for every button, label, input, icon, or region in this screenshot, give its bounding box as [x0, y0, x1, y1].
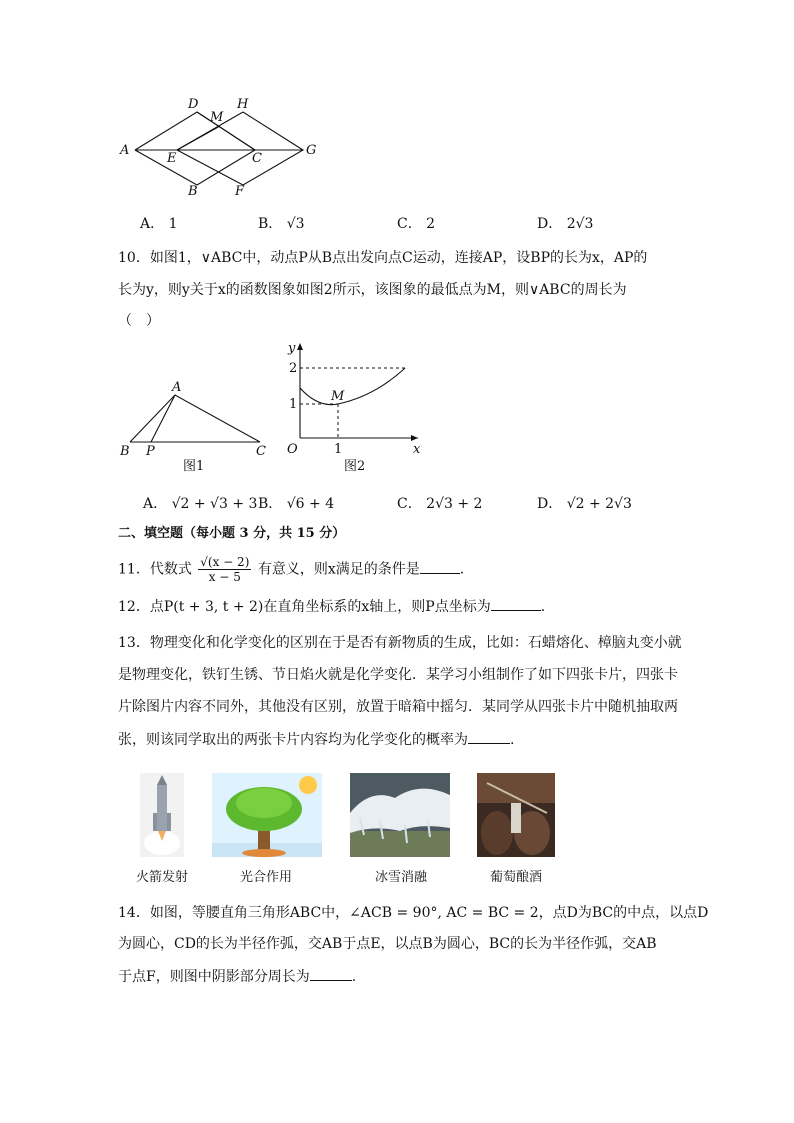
- q10-option-b: B． √6 + 4: [258, 496, 335, 512]
- q9-option-b: B． √3: [258, 216, 305, 232]
- q10-line-1: 10．如图1，∨ABC中，动点P从B点出发向点C运动，连接AP，设BP的长为x，AP的: [118, 250, 648, 266]
- card-caption-wine: 葡萄酿酒: [489, 870, 542, 885]
- q10-option-c: C． 2√3 + 2: [397, 496, 483, 512]
- q12-end: .: [540, 599, 546, 615]
- q11-fraction: [198, 555, 251, 584]
- q13-line-2: 是物理变化，铁钉生锈、节日焰火就是化学变化．某学习小组制作了如下四张卡片，四张卡: [118, 667, 678, 683]
- fig1-caption: 图1: [183, 459, 205, 474]
- q14-line-3-text: 于点F，则图中阴影部分周长为: [118, 969, 310, 985]
- fig2-label-M: M: [331, 389, 345, 404]
- card-ice-image: [350, 773, 450, 857]
- label-G: G: [306, 143, 317, 158]
- fig2-xtick-1: 1: [334, 442, 343, 457]
- q11-prefix: 11．代数式: [118, 561, 192, 578]
- fig2-axis-y: y: [288, 341, 296, 356]
- q14-line-3: [118, 966, 356, 987]
- label-H: H: [237, 97, 249, 112]
- card-rocket-image: [140, 773, 184, 857]
- q11-suffix: 有意义，则x满足的条件是: [257, 561, 420, 578]
- q13-line-4: [118, 729, 514, 750]
- fig2-tick-1: 1: [289, 397, 298, 412]
- section-2-heading: 二、填空题（每小题 3 分，共 15 分）: [118, 526, 346, 541]
- card-tree-image: [212, 773, 322, 857]
- q13-line-3: 片除图片内容不同外，其他没有区别，放置于暗箱中摇匀．某同学从四张卡片中随机抽取两: [118, 699, 678, 715]
- label-F: F: [235, 184, 245, 199]
- fig2-caption: 图2: [344, 459, 366, 474]
- q11: [118, 555, 464, 584]
- q10-option-a: A． √2 + √3 + 3: [143, 496, 258, 512]
- label-B: B: [188, 184, 198, 199]
- q10-option-d: D． √2 + 2√3: [537, 496, 632, 512]
- card-caption-rocket: 火箭发射: [135, 870, 188, 885]
- q10-figure-1: [115, 375, 280, 475]
- q11-denominator: x − 5: [208, 570, 241, 584]
- q9-option-c: C． 2: [397, 216, 436, 232]
- q11-end: .: [459, 561, 465, 578]
- q13-line-1: 13．物理变化和化学变化的区别在于是否有新物质的生成，比如：石蜡熔化、樟脑丸变小就: [118, 635, 682, 651]
- q9-figure: [115, 95, 325, 200]
- q12-text: 12．点P(t + 3, t + 2)在直角坐标系的x轴上，则P点坐标为: [118, 599, 491, 615]
- q10-figure-2: [280, 338, 425, 478]
- q13-line-4-text: 张，则该同学取出的两张卡片内容均为化学变化的概率为: [118, 732, 468, 748]
- q10-line-3: （ ）: [118, 313, 160, 329]
- q14-blank: [310, 966, 352, 981]
- fig1-label-A: A: [172, 380, 182, 395]
- q9-option-d: D． 2√3: [537, 216, 594, 232]
- q12-blank: [491, 596, 541, 611]
- fig1-label-B: B: [120, 444, 130, 459]
- q9-option-a: A． 1: [140, 216, 178, 232]
- q14-end: .: [351, 969, 357, 985]
- fig1-label-C: C: [256, 444, 266, 459]
- q12: [118, 596, 545, 617]
- q11-blank: [420, 559, 460, 574]
- card-caption-photosynthesis: 光合作用: [239, 870, 292, 885]
- label-A: A: [120, 143, 130, 158]
- label-E: E: [167, 151, 177, 166]
- card-caption-melting: 冰雪消融: [374, 870, 427, 885]
- card-wine-image: [477, 773, 555, 857]
- label-C: C: [252, 151, 262, 166]
- q13-end: .: [510, 732, 515, 748]
- q14-line-2: 为圆心，CD的长为半径作弧，交AB于点E，以点B为圆心，BC的长为半径作弧，交AB: [118, 936, 657, 952]
- fig2-axis-x: x: [413, 442, 421, 457]
- label-D: D: [188, 97, 199, 112]
- fig2-tick-2: 2: [289, 361, 298, 376]
- label-M: M: [210, 110, 224, 125]
- fig1-label-P: P: [146, 444, 155, 459]
- q10-line-2: 长为y，则y关于x的函数图象如图2所示，该图象的最低点为M，则∨ABC的周长为: [118, 282, 627, 298]
- q13-blank: [468, 729, 510, 744]
- q11-numerator: √(x − 2): [200, 555, 250, 569]
- fig2-origin: O: [287, 442, 298, 457]
- q14-line-1: 14．如图，等腰直角三角形ABC中，∠ACB = 90°, AC = BC = 2，点D为BC的中点，以点D: [118, 905, 709, 921]
